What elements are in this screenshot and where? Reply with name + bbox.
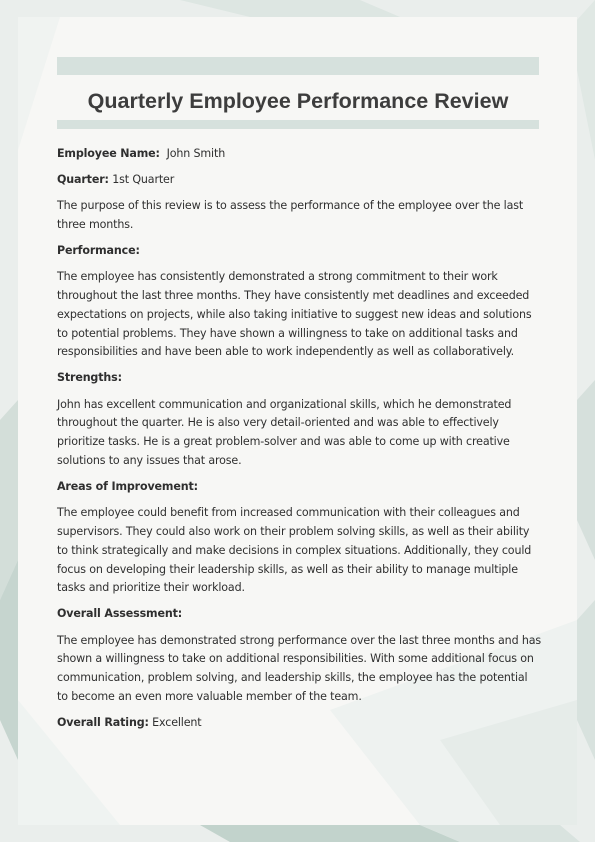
employee-name-line [57,145,541,164]
overall-rating-label: Overall Rating: [57,715,149,729]
assessment-paragraph: The employee has demonstrated strong performance over the last three months and has shown a willingness to take on additional responsibilities. With some additional focus on communication, problem solving, and leadership skills, the employee has the potential to become an even more valuable member of the team. [57,633,541,703]
improvement-heading: Areas of Improvement: [57,480,198,494]
employee-name-value: John Smith [166,147,226,160]
quarter-line [57,171,541,190]
quarter-label: Quarter: [57,173,109,187]
improvement-paragraph: The employee could benefit from increased communication with their colleagues and supervisors. They could also work on their problem solving skills, as well as their ability to think strategically and make decisions in complex situations. Additionally, they could focus on developing their leadership skills, as well as their ability to manage multiple tasks and prioritize their workload. [57,506,532,595]
document-title: Quarterly Employee Performance Review [87,89,509,113]
strengths-heading: Strengths: [57,371,122,385]
employee-name-label: Employee Name: [57,147,160,160]
performance-paragraph: The employee has consistently demonstrated a strong commitment to their work throughout the last three months. They have consistently met deadlines and exceeded expectations on projects, while also taking initiative to suggest new ideas and solutions to potential problems. They have shown a willingness to take on additional tasks and responsibilities and have been able to work independently as well as collaboratively. [57,270,532,359]
quarter-value: 1st Quarter [112,173,175,187]
overall-rating-line [57,714,541,733]
strengths-paragraph: John has excellent communication and organizational skills, which he demonstrated throughout the quarter. He is also very detail-oriented and was able to effectively prioritize tasks. He is a great problem-solver and was able to come up with creative solutions to any issues that arose. [57,397,512,467]
overall-rating-value: Excellent [152,715,202,729]
assessment-heading: Overall Assessment: [57,607,183,621]
header-band-top [57,57,539,75]
intro-paragraph: The purpose of this review is to assess the performance of the employee over the last three months. [57,199,524,231]
header-band-bottom [57,120,539,129]
performance-heading: Performance: [57,244,140,258]
document-body [57,145,541,740]
